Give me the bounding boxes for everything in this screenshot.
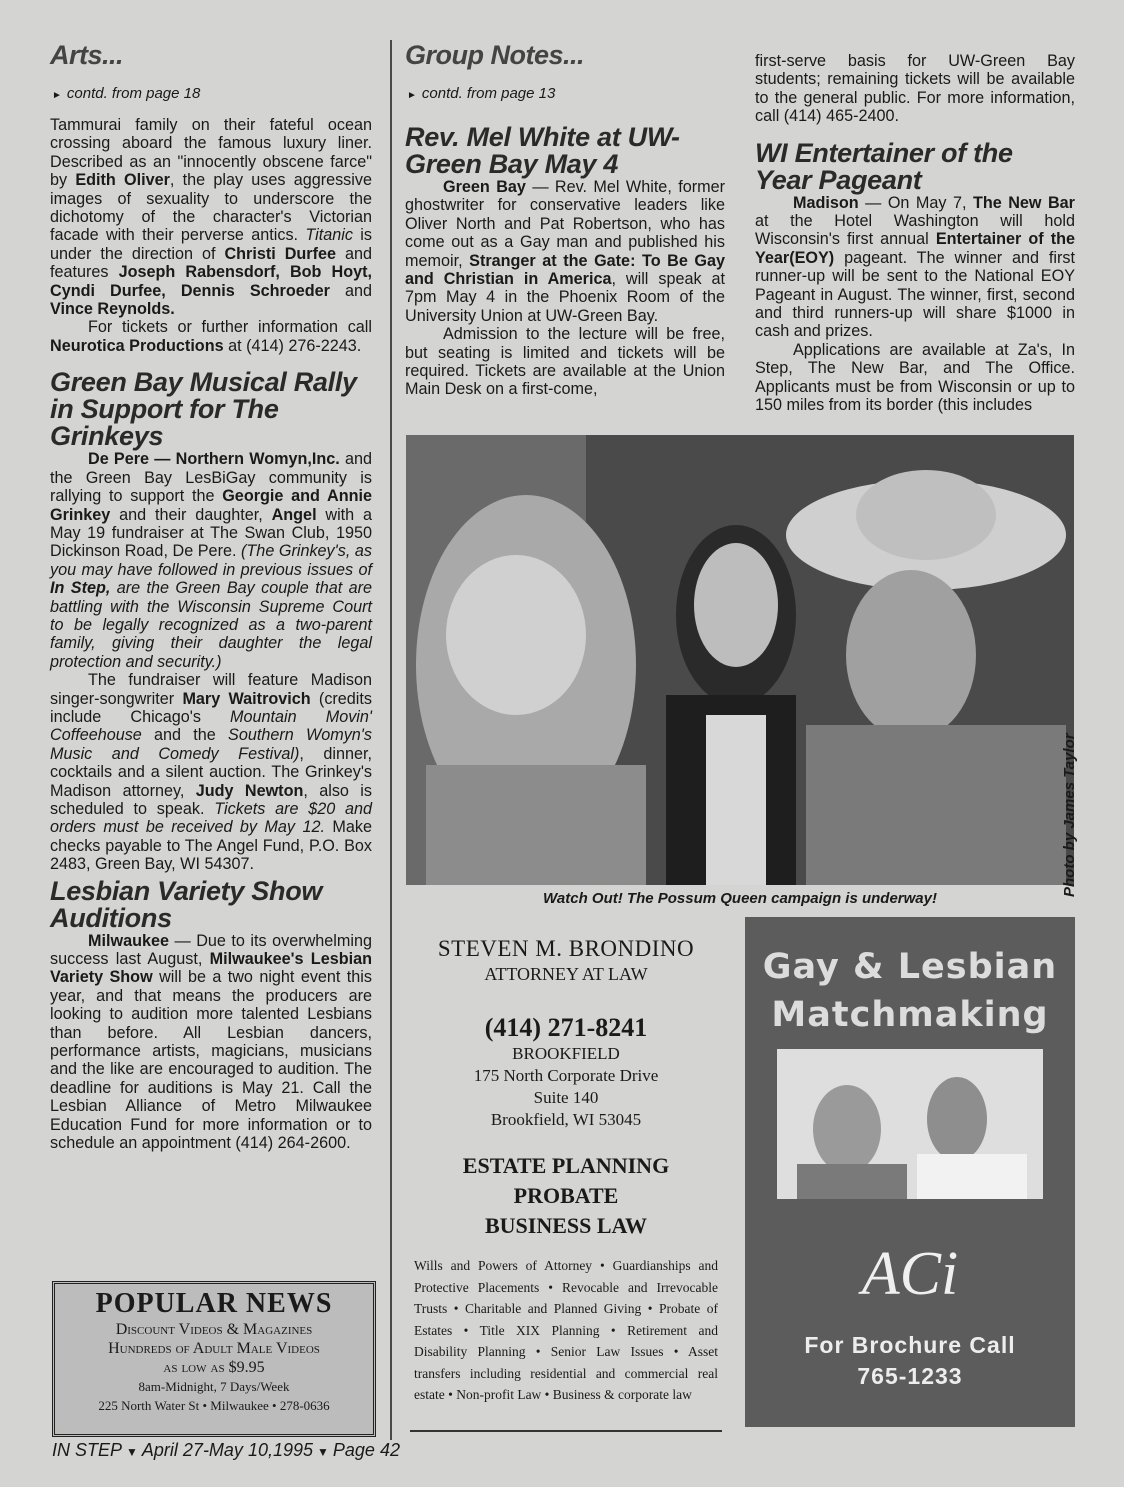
auditions-headline: Lesbian Variety Show Auditions [50, 875, 323, 933]
arts-continued [52, 85, 372, 102]
attorney-address-3: Suite 140 [533, 1088, 599, 1107]
practice-area-2: PROBATE [513, 1183, 619, 1208]
triangle-down-icon: ▼ [317, 1445, 329, 1459]
aci-logo: ACi [861, 1240, 959, 1308]
mel-white-paragraph-1: Green Bay — Rev. Mel White, former ghostwriter for conservative leaders like Oliver North and Pat Robertson, who has come out as a Gay man and published his memoir, Stranger at the Gate: To Be Gay and Christian in America, will speak at 7pm May 4 in the Phoenix Room of the University Union at UW-Green Bay. [405, 178, 726, 325]
right-column [755, 52, 1075, 415]
grinkeys-headline: Green Bay Musical Rally in Support for The Grinkeys [50, 367, 357, 452]
matchmaking-photo [777, 1049, 1043, 1199]
photo-block [406, 435, 1078, 897]
popular-news-ad [52, 1281, 376, 1437]
triangle-icon: ► [407, 90, 417, 101]
group-notes-continued-text: contd. from page 13 [421, 85, 556, 102]
popular-news-line-2: Hundreds of Adult Male Videos [108, 1340, 320, 1357]
group-notes-continued [407, 85, 725, 102]
matchmaking-title-1: Gay & Lesbian [762, 947, 1058, 987]
attorney-name: STEVEN M. BRONDINO [437, 936, 695, 961]
popular-news-line-1: Discount Videos & Magazines [115, 1321, 313, 1338]
attorney-address-4: Brookfield, WI 53045 [490, 1110, 642, 1129]
attorney-ad [410, 920, 722, 1432]
brochure-call-label: For Brochure Call [804, 1332, 1016, 1358]
popular-news-line-3: as low as $9.95 [163, 1359, 265, 1376]
matchmaking-ad [745, 917, 1075, 1427]
matchmaking-image [777, 1049, 1043, 1199]
attorney-phone: (414) 271-8241 [484, 1013, 648, 1042]
practice-area-3: BUSINESS LAW [484, 1213, 647, 1238]
arts-section-title: Arts... [50, 40, 124, 70]
group-notes-section-title: Group Notes... [405, 40, 585, 70]
mel-white-headline: Rev. Mel White at UW-Green Bay May 4 [405, 122, 680, 179]
triangle-icon: ► [52, 90, 62, 101]
attorney-address-1: BROOKFIELD [512, 1044, 620, 1063]
possum-queen-photo [406, 435, 1074, 885]
footer-publication: IN STEP [52, 1440, 123, 1460]
attorney-title: ATTORNEY AT LAW [484, 964, 648, 984]
footer-page-number: Page 42 [332, 1440, 400, 1460]
popular-news-hours: 8am-Midnight, 7 Days/Week [138, 1379, 290, 1394]
arts-paragraph-1: Tammurai family on their fateful ocean crossing aboard the famous luxury liner. Described as an "innocently obscene farce" by Edith Oliver, the play uses aggressive images of sexuality to underscore the dichotomy of the character's Victorian facade with their perverse antics. Titanic is under the direction of Christi Durfee and features Joseph Rabensdorf, Bob Hoyt, Cyndi Durfee, Dennis Schroeder and Vince Reynolds. [50, 116, 372, 319]
photo-image [406, 435, 1074, 885]
matchmaking-title-2: Matchmaking [771, 995, 1049, 1035]
footer-dates: April 27-May 10,1995 [141, 1440, 314, 1460]
page-footer [52, 1440, 400, 1461]
brochure-phone: 765-1233 [857, 1363, 963, 1389]
eoy-paragraph-2: Applications are available at Za's, In Step, The New Bar, and The Office. Applicants must be from Wisconsin or up to 150 miles from its border (this includes [755, 340, 1075, 415]
arts-paragraph-2: For tickets or further information call Neurotica Productions at (414) 276-2243. [50, 318, 372, 355]
column-divider [390, 40, 392, 1440]
triangle-down-icon: ▼ [126, 1445, 138, 1459]
popular-news-address: 225 North Water St • Milwaukee • 278-0636 [98, 1398, 330, 1413]
eoy-headline: WI Entertainer of the Year Pageant [755, 137, 1013, 195]
mel-white-paragraph-3: first-serve basis for UW-Green Bay students; remaining tickets will be available to the general public. For more information, call (414) 465-2400. [755, 52, 1075, 126]
auditions-paragraph: Milwaukee — Due to its overwhelming success last August, Milwaukee's Lesbian Variety Show will be a two night event this year, and that means the producers are looking to audition more talented Lesbians than before. All Lesbian dancers, performance artists, magicians, musicians and the like are encouraged to audition. The deadline for auditions is May 21. Call the Lesbian Alliance of Metro Milwaukee Education Fund for more information or to schedule an appointment (414) 264-2600. [50, 931, 372, 1153]
practice-area-1: ESTATE PLANNING [462, 1153, 670, 1178]
middle-column [405, 40, 725, 399]
photo-caption: Watch Out! The Possum Queen campaign is underway! [543, 890, 937, 907]
attorney-services: Wills and Powers of Attorney • Guardianships and Protective Placements • Revocable and Irrevocable Trusts • Charitable and Planned Giving • Probate of Estates • Title XIX Planning • Retirement and Disability Planning • Senior Law Issues • Asset transfers including residential and commercial real estate • Non-profit Law • Business & corporate law [414, 1258, 718, 1402]
eoy-paragraph-1: Madison — On May 7, The New Bar at the Hotel Washington will hold Wisconsin's first annual Entertainer of the Year(EOY) pageant. The winner and first runner-up will be sent to the National EOY Pageant in August. The winner, first, second and third runners-up will share $1000 in cash and prizes. [755, 193, 1076, 341]
popular-news-title: POPULAR NEWS [95, 1288, 333, 1319]
attorney-address-2: 175 North Corporate Drive [473, 1066, 659, 1085]
grinkeys-paragraph-1: De Pere — Northern Womyn,Inc. and the Green Bay LesBiGay community is rallying to support the Georgie and Annie Grinkey and their daughter, Angel with a May 19 fundraiser at The Swan Club, 1950 Dickinson Road, De Pere. (The Grinkey's, as you may have followed in previous issues of In Step, are the Green Bay couple that are battling with the Wisconsin Supreme Court to be legally recognized as a two-parent family, giving their daughter the legal protection and security.) [50, 450, 372, 671]
mel-white-paragraph-2: Admission to the lecture will be free, but seating is limited and tickets will be required. Tickets are available at the Union Main Desk on a first-come, [405, 325, 725, 399]
grinkeys-paragraph-2: The fundraiser will feature Madison singer-songwriter Mary Waitrovich (credits include Chicago's Mountain Movin' Coffeehouse and the Southern Womyn's Music and Comedy Festival), dinner, cocktails and a silent auction. The Grinkey's Madison attorney, Judy Newton, also is scheduled to speak. Tickets are $20 and orders must be received by May 12. Make checks payable to The Angel Fund, P.O. Box 2483, Green Bay, WI 54307. [50, 671, 372, 874]
arts-continued-text: contd. from page 18 [66, 85, 201, 102]
left-column [50, 40, 372, 1153]
photo-credit: Photo by James Taylor [1061, 733, 1078, 897]
